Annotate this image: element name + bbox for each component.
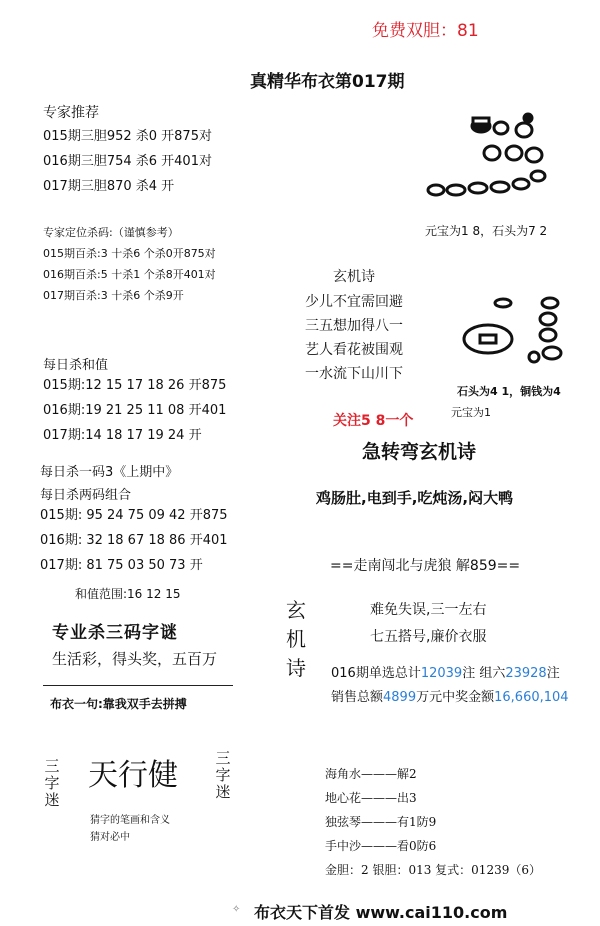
expert-line: 017期三胆870 杀4 开	[43, 179, 175, 194]
expert-heading: 专家推荐	[43, 105, 99, 121]
xuanji-line-2: 七五搭号,廉价衣服	[370, 629, 487, 645]
stats-label: 万元中奖金额	[416, 690, 495, 705]
stats-line-1	[331, 662, 560, 681]
expert-line: 015期三胆952 杀0 开875对	[43, 129, 212, 144]
riddle-right-label: 三字迷	[215, 749, 231, 801]
clue-list	[325, 762, 541, 882]
focus-note: 关注5 8一个	[333, 413, 414, 429]
position-kill-line: 016期百杀:5 十杀1 个杀8开401对	[43, 268, 216, 281]
page-title: 真精华布衣第017期	[250, 72, 405, 92]
poem-lines	[305, 290, 403, 386]
picture-2-caption-1: 石头为4 1，铜钱为4	[457, 385, 561, 398]
stats-label: 注 组六	[462, 666, 506, 681]
position-kill-heading: 专家定位杀码:（谨慎参考）	[43, 226, 179, 239]
poem-line: 三五想加得八一	[305, 318, 403, 334]
poem-line: 少儿不宜需回避	[305, 294, 403, 310]
footer-site: 布衣天下首发 www.cai110.com	[254, 903, 508, 922]
stats-value: 4899	[383, 690, 417, 705]
expert-line: 016期三胆754 杀6 开401对	[43, 154, 212, 169]
kill-two-heading: 每日杀两码组合	[40, 488, 132, 503]
position-kill-list	[43, 243, 216, 306]
sum-kill-line: 016期:19 21 25 11 08 开401	[43, 403, 227, 418]
ingot-stone-picture	[426, 108, 556, 208]
stats-label: 销售总额	[331, 690, 384, 705]
sum-kill-heading: 每日杀和值	[43, 358, 109, 373]
sum-kill-line: 017期:14 18 17 19 24 开	[43, 428, 202, 443]
sum-kill-line: 015期:12 15 17 18 26 开875	[43, 378, 227, 393]
kill-one-heading: 每日杀一码3《上期中》	[40, 465, 179, 480]
riddle-text: 生活彩，得头奖，五百万	[52, 650, 218, 668]
footer-mark: ✧	[232, 904, 241, 915]
stats-value: 12039	[420, 666, 463, 681]
riddle-left-label: 三字迷	[44, 757, 60, 809]
clue-line: 地心花———出3	[325, 791, 417, 805]
poem-heading: 玄机诗	[333, 269, 375, 285]
solve-line: ==走南闯北与虎狼 解859==	[330, 558, 521, 574]
poem-line: 一水流下山川下	[305, 366, 403, 382]
position-kill-line: 017期百杀:3 十杀6 个杀9开	[43, 289, 184, 302]
kill-two-line: 017期: 81 75 03 50 73 开	[40, 558, 203, 573]
turn-poem-heading: 急转弯玄机诗	[362, 441, 477, 463]
free-double-banner: 免费双胆：81	[372, 21, 479, 41]
stats-value: 23928	[505, 666, 547, 681]
picture-2-caption-2: 元宝为1	[451, 406, 491, 419]
picture-1-caption: 元宝为1 8，石头为7 2	[425, 224, 548, 238]
kill-two-line: 016期: 32 18 67 18 86 开401	[40, 533, 228, 548]
xuanji-line-1: 难免失误,三一左右	[370, 602, 487, 618]
clue-line: 海角水———解2	[325, 767, 417, 781]
stats-label: 注	[546, 666, 560, 681]
riddle-main-chars: 天行健	[88, 758, 178, 793]
riddle-hint-1: 猜字的笔画和含义	[90, 815, 170, 826]
expert-list	[43, 124, 212, 199]
poem-line: 艺人看花被围观	[305, 342, 403, 358]
stone-coin-picture	[458, 295, 573, 370]
kill-two-line: 015期: 95 24 75 09 42 开875	[40, 508, 228, 523]
bui-saying: 布衣一句:靠我双手去拼搏	[50, 697, 187, 711]
position-kill-line: 015期百杀:3 十杀6 个杀0开875对	[43, 247, 216, 260]
kill-two-list	[40, 503, 228, 578]
divider	[43, 685, 233, 686]
clue-line: 独弦琴———有1防9	[325, 815, 437, 829]
xuanji-vertical: 玄机诗	[286, 598, 306, 680]
turn-poem-text: 鸡肠肚,电到手,吃炖汤,闷大鸭	[316, 489, 514, 507]
stats-value: 16,660,104	[494, 690, 569, 705]
stats-label: 016期单选总计	[331, 666, 421, 681]
clue-line: 手中沙———看0防6	[325, 839, 437, 853]
riddle-heading: 专业杀三码字谜	[52, 623, 178, 643]
clue-line: 金胆：2 银胆：013 复式：01239（6）	[325, 863, 541, 877]
riddle-hint-2: 猜对必中	[90, 832, 130, 843]
stats-line-2	[331, 686, 569, 705]
sum-kill-list	[43, 373, 226, 448]
sum-range: 和值范围:16 12 15	[75, 587, 181, 601]
